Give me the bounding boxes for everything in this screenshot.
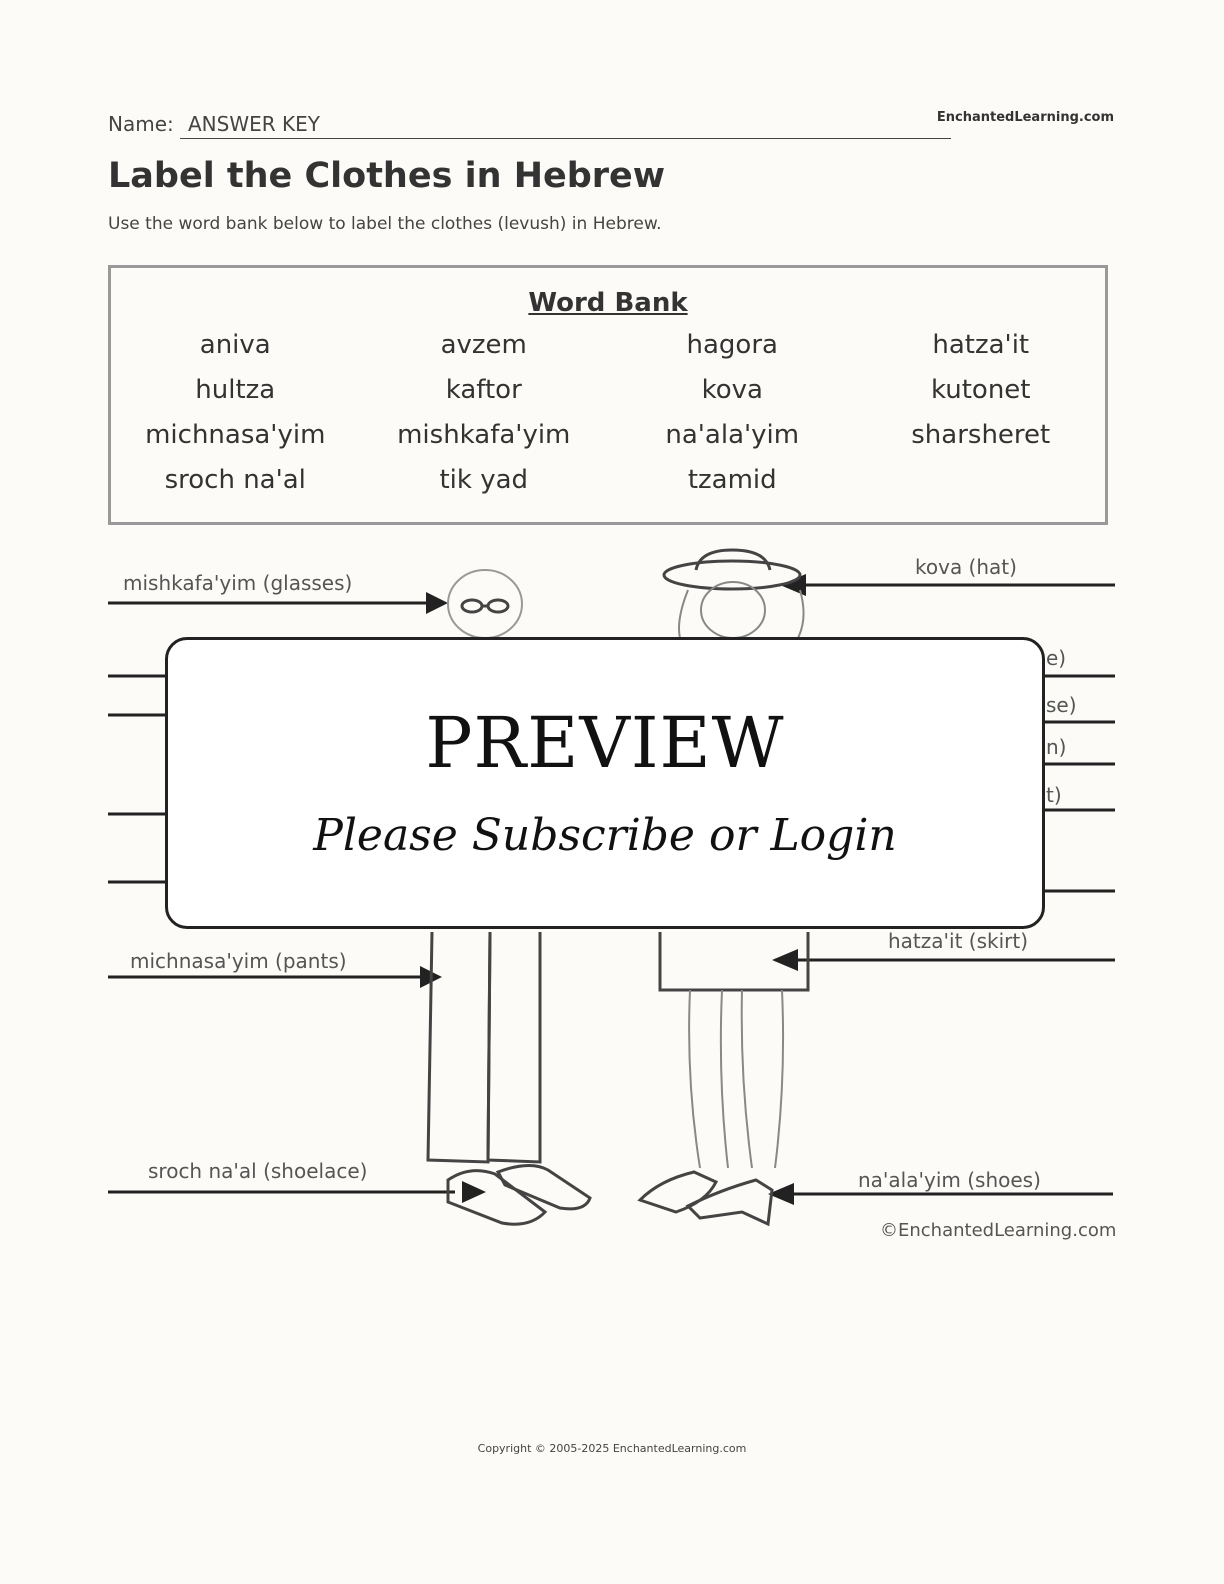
word-bank-row	[111, 375, 1105, 420]
word-bank-word: avzem	[440, 330, 527, 360]
label-partial: e)	[1046, 646, 1067, 670]
word-bank-word: michnasa'yim	[145, 420, 326, 450]
word-bank-word: hagora	[686, 330, 778, 360]
name-field	[180, 108, 951, 139]
word-bank-word: tzamid	[687, 465, 777, 495]
word-bank-word: kutonet	[930, 375, 1031, 405]
word-bank-word: tik yad	[439, 465, 529, 495]
label-skirt: hatza'it (skirt)	[888, 929, 1029, 953]
word-bank	[108, 265, 1108, 525]
label-partial: t)	[1046, 783, 1062, 807]
word-bank-grid	[111, 330, 1105, 510]
site-brand: EnchantedLearning.com	[936, 110, 1114, 125]
word-bank-row	[111, 330, 1105, 375]
arrowhead	[462, 1181, 486, 1203]
word-bank-word: sroch na'al	[164, 465, 306, 495]
label-partial: se)	[1046, 693, 1077, 717]
label-glasses: mishkafa'yim (glasses)	[123, 571, 353, 595]
word-bank-title: Word Bank	[528, 288, 688, 318]
instructions: Use the word bank below to label the clothes (levush) in Hebrew.	[108, 214, 662, 234]
word-bank-word: na'ala'yim	[665, 420, 800, 450]
label-pants: michnasa'yim (pants)	[130, 949, 347, 973]
arrowhead	[772, 949, 798, 971]
page-title: Label the Clothes in Hebrew	[108, 156, 666, 196]
label-shoes: na'ala'yim (shoes)	[858, 1168, 1041, 1192]
name-row	[108, 108, 951, 140]
preview-overlay[interactable]	[165, 637, 1045, 929]
label-shoelace: sroch na'al (shoelace)	[148, 1159, 368, 1183]
word-bank-word: kaftor	[445, 375, 522, 405]
word-bank-word: aniva	[199, 330, 271, 360]
word-bank-row	[111, 420, 1105, 465]
diagram-watermark: ©EnchantedLearning.com	[880, 1220, 1117, 1241]
word-bank-word: hatza'it	[932, 330, 1030, 360]
arrowhead	[426, 592, 448, 614]
subscribe-login-prompt[interactable]: Please Subscribe or Login	[313, 810, 897, 861]
name-label: Name:	[108, 112, 174, 136]
word-bank-word: sharsheret	[911, 420, 1051, 450]
word-bank-word: hultza	[195, 375, 276, 405]
word-bank-row	[111, 465, 1105, 510]
preview-title: PREVIEW	[425, 702, 785, 784]
label-partial: n)	[1046, 735, 1067, 759]
copyright: Copyright © 2005-2025 EnchantedLearning.com	[477, 1442, 747, 1455]
word-bank-word: mishkafa'yim	[397, 420, 571, 450]
word-bank-word: kova	[701, 375, 763, 405]
label-hat: kova (hat)	[915, 555, 1017, 579]
name-value: ANSWER KEY	[188, 112, 320, 136]
word-bank-word	[857, 465, 1106, 510]
